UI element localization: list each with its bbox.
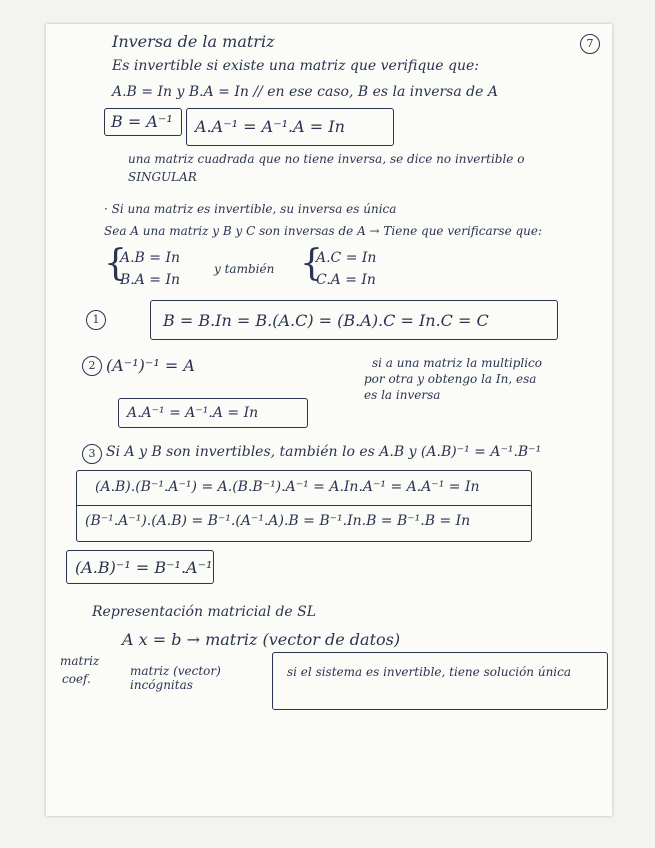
property-2-box: A.A⁻¹ = A⁻¹.A = In (118, 398, 308, 428)
matrix-label-line1: matriz (60, 654, 100, 668)
matrix-label-line2: coef. (62, 672, 91, 686)
property-1-box: B = B.In = B.(A.C) = (B.A).C = In.C = C (150, 300, 558, 340)
property-2-note-line2: por otra y obtengo la In, esa (364, 372, 537, 386)
y-tambien-text: y también (214, 262, 275, 276)
system2-eq2: C.A = In (316, 272, 376, 288)
identity-box: A.A⁻¹ = A⁻¹.A = In (186, 108, 394, 146)
property-1-number: 1 (86, 310, 106, 330)
property-3-result-box: (A.B)⁻¹ = B⁻¹.A⁻¹ (66, 550, 214, 584)
inverse-box: B = A⁻¹ (104, 108, 182, 136)
singular-label: SINGULAR (128, 170, 197, 184)
vector-label-line2: incógnitas (130, 678, 193, 692)
proof-row-2: (B⁻¹.A⁻¹).(A.B) = B⁻¹.(A⁻¹.A).B = B⁻¹.In.B = B⁻¹.B = In (85, 513, 471, 529)
system1-eq2: B.A = In (120, 272, 181, 288)
proof-divider (77, 505, 531, 506)
property-2-equation: (A⁻¹)⁻¹ = A (106, 356, 195, 375)
representation-equation: A x = b → matriz (vector de datos) (122, 630, 401, 649)
property-2-note-line1: si a una matriz la multiplico (372, 356, 542, 370)
left-brace-2: { (300, 243, 323, 284)
page-title: Inversa de la matriz (112, 32, 275, 51)
definition-equation: A.B = In y B.A = In // en ese caso, B es la inversa de A (112, 84, 498, 100)
notebook-page (46, 24, 612, 816)
page-number: 7 (580, 34, 600, 54)
left-brace-1: { (104, 243, 127, 284)
intro-text: Es invertible si existe una matriz que verifique que: (112, 58, 480, 74)
system1-eq1: A.B = In (120, 250, 181, 266)
property-3-number: 3 (82, 444, 102, 464)
representation-title: Representación matricial de SL (92, 604, 317, 620)
vector-label-line1: matriz (vector) (130, 664, 221, 678)
unique-inverse-text: · Si una matriz es invertible, su inversa es única (104, 202, 397, 216)
property-2-note-line3: es la inversa (364, 388, 441, 402)
representation-note-box: si el sistema es invertible, tiene solución única (272, 652, 608, 710)
sea-text: Sea A una matriz y B y C son inversas de A → Tiene que verificarse que: (104, 224, 543, 238)
property-3-proof-box (76, 470, 532, 542)
system2-eq1: A.C = In (316, 250, 377, 266)
property-2-number: 2 (82, 356, 102, 376)
proof-row-1: (A.B).(B⁻¹.A⁻¹) = A.(B.B⁻¹).A⁻¹ = A.In.A⁻¹ = A.A⁻¹ = In (95, 479, 480, 495)
singular-text: una matriz cuadrada que no tiene inversa, se dice no invertible o (128, 152, 525, 166)
property-3-text: Si A y B son invertibles, también lo es A.B y (A.B)⁻¹ = A⁻¹.B⁻¹ (106, 444, 542, 460)
